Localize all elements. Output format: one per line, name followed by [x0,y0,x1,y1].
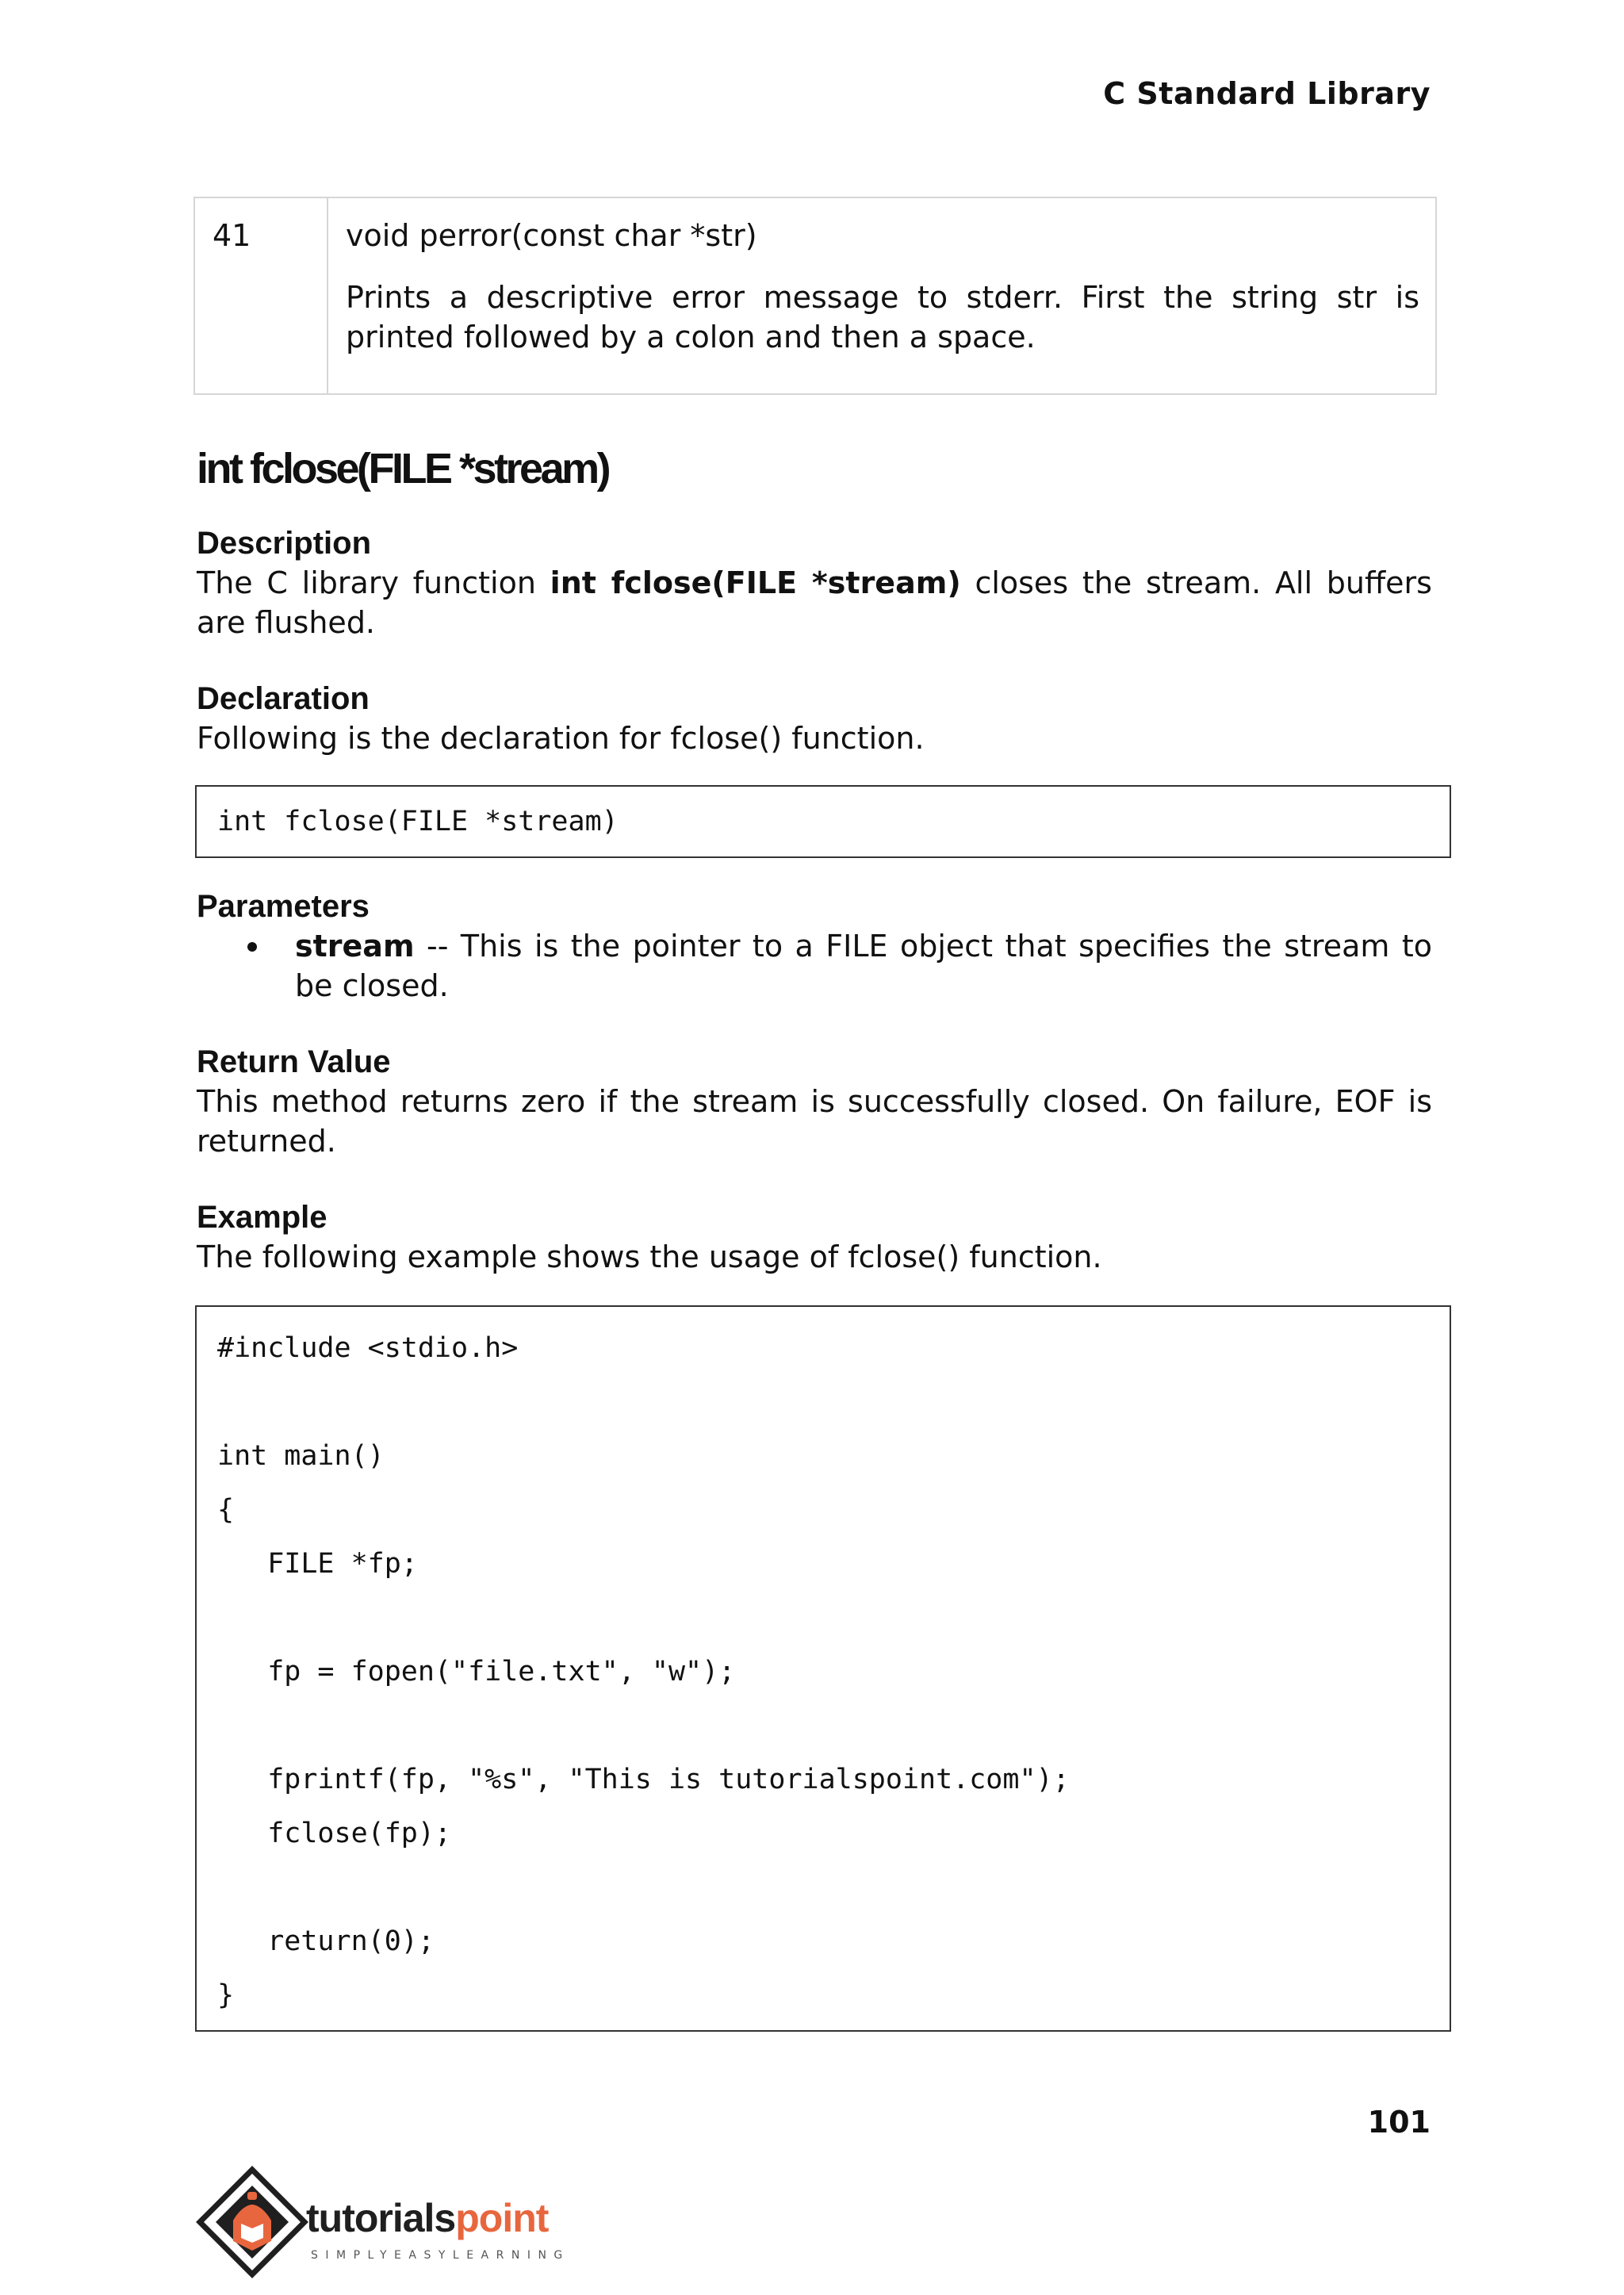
code-line [217,1860,1429,1914]
return-value-text: This method returns zero if the stream is successfully closed. On failure, EOF is returned. [197,1084,1432,1159]
declaration-block [197,679,1432,758]
code-line [217,1375,1429,1429]
table-row [194,197,1436,394]
section-title: int fclose(FILE *stream) [197,445,609,492]
code-line: FILE *fp; [217,1548,418,1580]
list-item [197,926,1432,1006]
function-number: 41 [194,197,327,394]
code-line: return(0); [217,1925,435,1957]
logo-tagline: SIMPLYEASYLEARNING [311,2249,570,2262]
logo-emblem-icon [200,2170,304,2274]
function-description-cell [327,197,1436,394]
parameter-text: -- This is the pointer to a FILE object that specifies the stream to be closed. [295,929,1432,1003]
code-line: #include <stdio.h> [217,1332,519,1364]
function-table [193,197,1437,395]
declaration-heading: Declaration [197,681,370,716]
code-line [217,1699,1429,1753]
declaration-code: int fclose(FILE *stream) [217,806,619,837]
code-line [217,1591,1429,1645]
return-value-block [197,1042,1432,1161]
code-line: fclose(fp); [217,1818,452,1849]
example-code [217,1321,1429,2022]
logo-wordmark: tutorialspoint [306,2196,549,2240]
parameters-list [197,926,1432,1006]
description-block [197,523,1432,642]
function-name-bold: int fclose(FILE *stream) [550,565,961,600]
code-line: fprintf(fp, "%s", "This is tutorialspoint.com"); [217,1764,1070,1795]
code-line: } [217,1979,235,2011]
code-line: fp = fopen("file.txt", "w"); [217,1656,736,1688]
bullet-icon [247,942,257,952]
example-code-box [195,1305,1451,2032]
code-line: { [217,1494,235,1526]
function-signature: void perror(const char *str) [346,218,757,253]
example-block [197,1197,1432,1277]
return-value-heading: Return Value [197,1044,391,1079]
description-heading: Description [197,526,372,561]
declaration-text: Following is the declaration for fclose() function. [197,721,925,756]
parameter-name: stream [295,929,415,964]
description-text: The C library function int fclose(FILE *stream) closes the stream. All buffers are flushed. [197,565,1432,640]
parameters-heading: Parameters [197,889,370,924]
declaration-code-box [195,785,1451,858]
running-header: C Standard Library [1103,76,1431,111]
example-text: The following example shows the usage of fclose() function. [197,1239,1102,1274]
page-number: 101 [1367,2105,1431,2140]
tutorialspoint-logo [195,2165,576,2284]
function-description: Prints a descriptive error message to stderr. First the string str is printed followed by a colon and then a space. [346,280,1419,354]
example-heading: Example [197,1200,327,1235]
parameters-block [197,887,1432,1006]
code-line: int main() [217,1440,385,1472]
